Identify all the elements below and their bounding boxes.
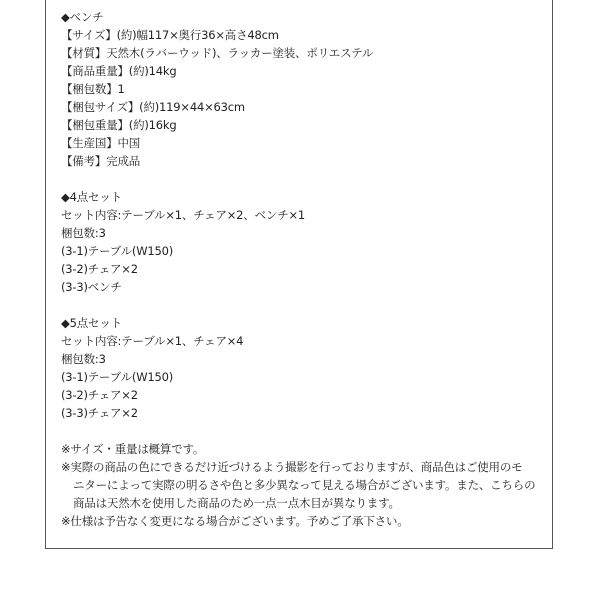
note-spec-change: ※仕様は予告なく変更になる場合がございます。予めご了承下さい。 bbox=[61, 514, 409, 528]
note-color-line-2: ニターによって実際の明るさや色と多少異なって見える場合がございます。また、こちらの bbox=[73, 478, 536, 492]
bench-package-weight: 【梱包重量】(約)16kg bbox=[61, 118, 177, 132]
set5-package-3: (3-3)チェア×2 bbox=[61, 406, 138, 420]
set5-package-2: (3-2)チェア×2 bbox=[61, 388, 138, 402]
bench-section bbox=[61, 8, 546, 170]
set5-section bbox=[61, 314, 546, 422]
bench-origin: 【生産国】中国 bbox=[61, 136, 141, 150]
bench-size: 【サイズ】(約)幅117×奥行36×高さ48cm bbox=[61, 28, 279, 42]
note-color-line-1: ※実際の商品の色にできるだけ近づけるよう撮影を行っておりますが、商品色はご使用のモ bbox=[61, 460, 523, 474]
note-size-weight: ※サイズ・重量は概算です。 bbox=[61, 442, 205, 456]
set5-heading: ◆5点セット bbox=[61, 316, 122, 330]
section-gap bbox=[61, 170, 546, 188]
set4-heading: ◆4点セット bbox=[61, 190, 122, 204]
note-color-line-3: 商品は天然木を使用した商品のため一点一点木目が異なります。 bbox=[73, 496, 400, 510]
set4-package-count: 梱包数:3 bbox=[61, 226, 106, 240]
spec-box bbox=[45, 0, 553, 549]
bench-package-size: 【梱包サイズ】(約)119×44×63cm bbox=[61, 100, 245, 114]
bench-weight: 【商品重量】(約)14kg bbox=[61, 64, 177, 78]
spec-body bbox=[61, 8, 546, 530]
set4-section bbox=[61, 188, 546, 296]
set4-contents: セット内容:テーブル×1、チェア×2、ベンチ×1 bbox=[61, 208, 306, 222]
set5-package-1: (3-1)テーブル(W150) bbox=[61, 370, 174, 384]
bench-package-count: 【梱包数】1 bbox=[61, 82, 125, 96]
notes-section bbox=[61, 440, 546, 530]
bench-remarks: 【備考】完成品 bbox=[61, 154, 141, 168]
set4-package-1: (3-1)テーブル(W150) bbox=[61, 244, 174, 258]
set5-contents: セット内容:テーブル×1、チェア×4 bbox=[61, 334, 244, 348]
bench-heading: ◆ベンチ bbox=[61, 10, 104, 24]
set4-package-2: (3-2)チェア×2 bbox=[61, 262, 138, 276]
set4-package-3: (3-3)ベンチ bbox=[61, 280, 122, 294]
set5-package-count: 梱包数:3 bbox=[61, 352, 106, 366]
bench-material: 【材質】天然木(ラバーウッド)、ラッカー塗装、ポリエステル bbox=[61, 46, 374, 60]
section-gap bbox=[61, 422, 546, 440]
section-gap bbox=[61, 296, 546, 314]
